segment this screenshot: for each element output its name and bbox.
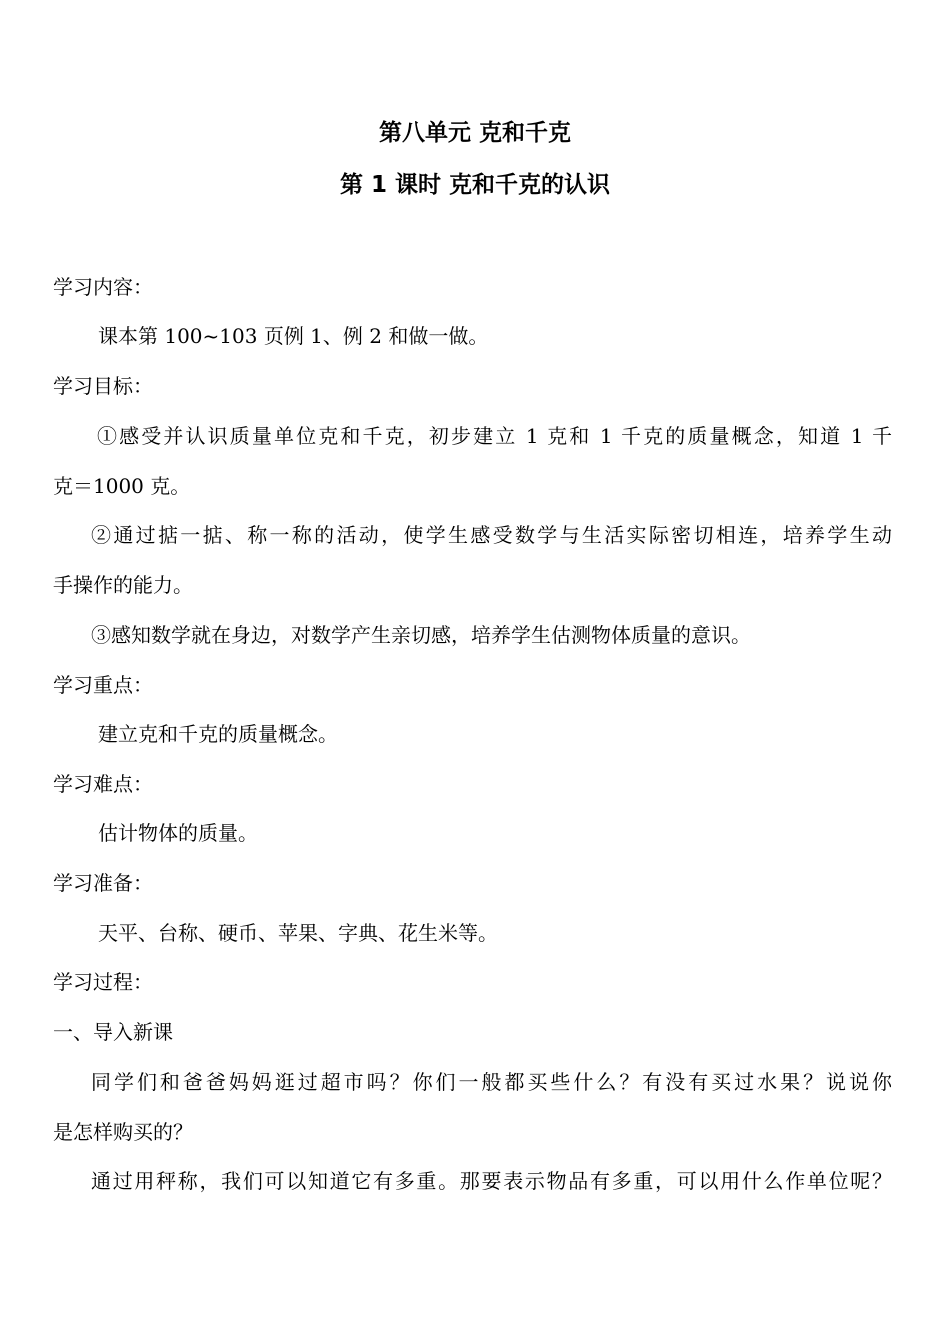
paragraph-1-line-2: 是怎样购买的？: [53, 1120, 193, 1144]
paragraph-2: 通过用秤称，我们可以知道它有多重。那要表示物品有多重，可以用什么作单位呢？: [91, 1169, 892, 1193]
content-heading: 学习内容：: [53, 275, 153, 299]
difficulty-text: 估计物体的质量。: [98, 821, 258, 845]
goal-1-line-2: 克＝1000 克。: [53, 474, 191, 498]
goal-2-line-2: 手操作的能力。: [53, 573, 193, 597]
lesson-title: 第 1 课时 克和千克的认识: [339, 172, 611, 198]
goals-heading: 学习目标：: [53, 374, 153, 398]
goal-1-line-1: ①感受并认识质量单位克和千克，初步建立 1 克和 1 千克的质量概念，知道 1 千: [97, 424, 892, 448]
prep-heading: 学习准备：: [53, 871, 153, 895]
unit-title: 第八单元 克和千克: [378, 120, 571, 146]
paragraph-1-line-1: 同学们和爸爸妈妈逛过超市吗？你们一般都买些什么？有没有买过水果？说说你: [91, 1070, 892, 1094]
key-text: 建立克和千克的质量概念。: [98, 722, 338, 746]
prep-text: 天平、台称、硬币、苹果、字典、花生米等。: [98, 921, 498, 945]
goal-3: ③感知数学就在身边，对数学产生亲切感，培养学生估测物体质量的意识。: [91, 623, 751, 647]
goal-2-line-1: ②通过掂一掂、称一称的活动，使学生感受数学与生活实际密切相连，培养学生动: [91, 523, 892, 547]
difficulty-heading: 学习难点：: [53, 772, 153, 796]
part-1-heading: 一、导入新课: [53, 1020, 173, 1044]
content-text: 课本第 100~103 页例 1、例 2 和做一做。: [98, 324, 489, 348]
process-heading: 学习过程：: [53, 970, 153, 994]
key-heading: 学习重点：: [53, 673, 153, 697]
